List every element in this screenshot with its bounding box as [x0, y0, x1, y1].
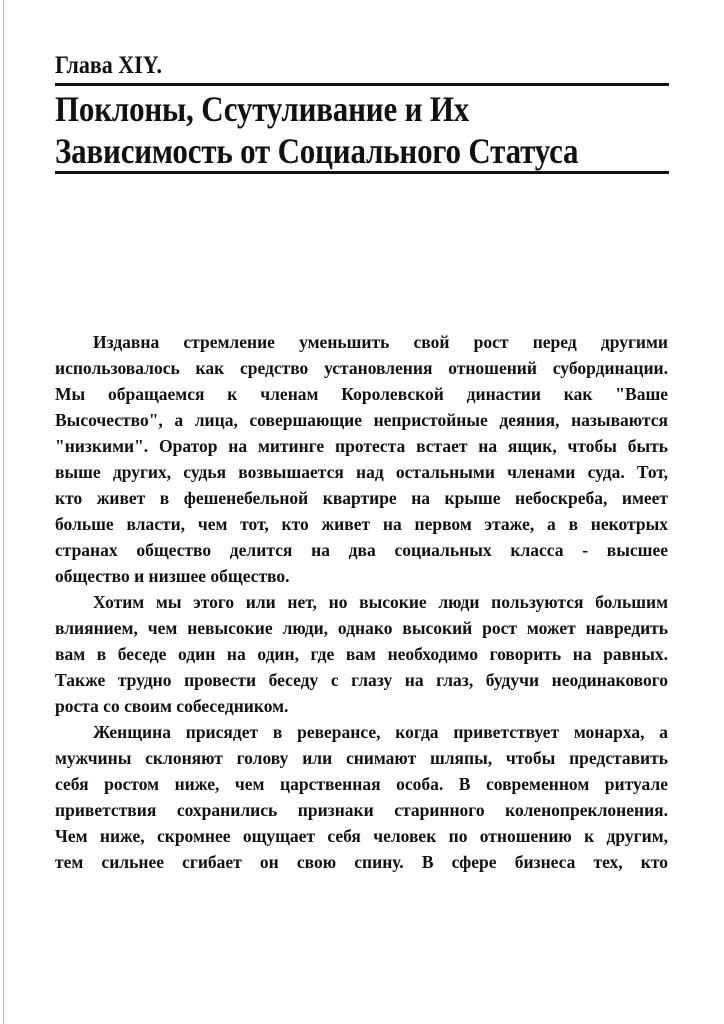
paragraph-1-line: выше других, судья возвышается над остальными членами суда. Тот,: [55, 462, 668, 482]
paragraph-1-line: общество и низшее общество.: [55, 566, 290, 586]
paragraph-3-line: тем сильнее сгибает он свою спину. В сфере бизнеса тех, кто: [55, 852, 668, 872]
paragraph-1-line: кто живет в фешенебельной квартире на крыше небоскреба, имеет: [55, 488, 668, 508]
paragraph-1-line: больше власти, чем тот, кто живет на первом этаже, а в некотрых: [55, 514, 668, 534]
paragraph-2-line: Хотим мы этого или нет, но высокие люди пользуются большим: [93, 592, 668, 612]
paragraph-3-line: себя ростом ниже, чем царственная особа. В современном ритуале: [55, 774, 668, 794]
paragraph-2-line: роста со своим собеседником.: [55, 696, 289, 716]
chapter-title-line-2: Зависимость от Социального Статуса: [55, 131, 579, 171]
paragraph-3-line: Чем ниже, скромнее ощущает себя человек по отношению к другим,: [55, 826, 668, 846]
divider-bottom: [55, 171, 669, 174]
divider-top: [55, 83, 669, 86]
paragraph-1-line: Издавна стремление уменьшить свой рост перед другими: [93, 332, 668, 352]
paragraph-1-line: использовалось как средство установления отношений субординации.: [55, 358, 668, 378]
chapter-title-line-1: Поклоны, Ссутуливание и Их: [55, 89, 470, 129]
paragraph-2-line: Также трудно провести беседу с глазу на глаз, будучи неодинакового: [55, 670, 668, 690]
page-edge: [3, 0, 4, 1024]
paragraph-1-line: Высочество", а лица, совершающие непристойные деяния, называются: [55, 410, 668, 430]
paragraph-1-line: "низкими". Оратор на митинге протеста встает на ящик, чтобы быть: [55, 436, 668, 456]
chapter-label: Глава XIY.: [55, 52, 163, 79]
body-text: [55, 329, 668, 875]
paragraph-2-line: вам в беседе один на один, где вам необходимо говорить на равных.: [55, 644, 668, 664]
paragraph-2-line: влиянием, чем невысокие люди, однако высокий рост может навредить: [55, 618, 668, 638]
paragraph-1-line: Мы обращаемся к членам Королевской династии как "Ваше: [55, 384, 668, 404]
paragraph-1-line: странах общество делится на два социальных класса - высшее: [55, 540, 668, 560]
paragraph-3-line: приветствия сохранились признаки старинного коленопреклонения.: [55, 800, 668, 820]
paragraph-3-line: Женщина присядет в реверансе, когда приветствует монарха, а: [93, 722, 668, 742]
paragraph-3-line: мужчины склоняют голову или снимают шляпы, чтобы представить: [55, 748, 668, 768]
